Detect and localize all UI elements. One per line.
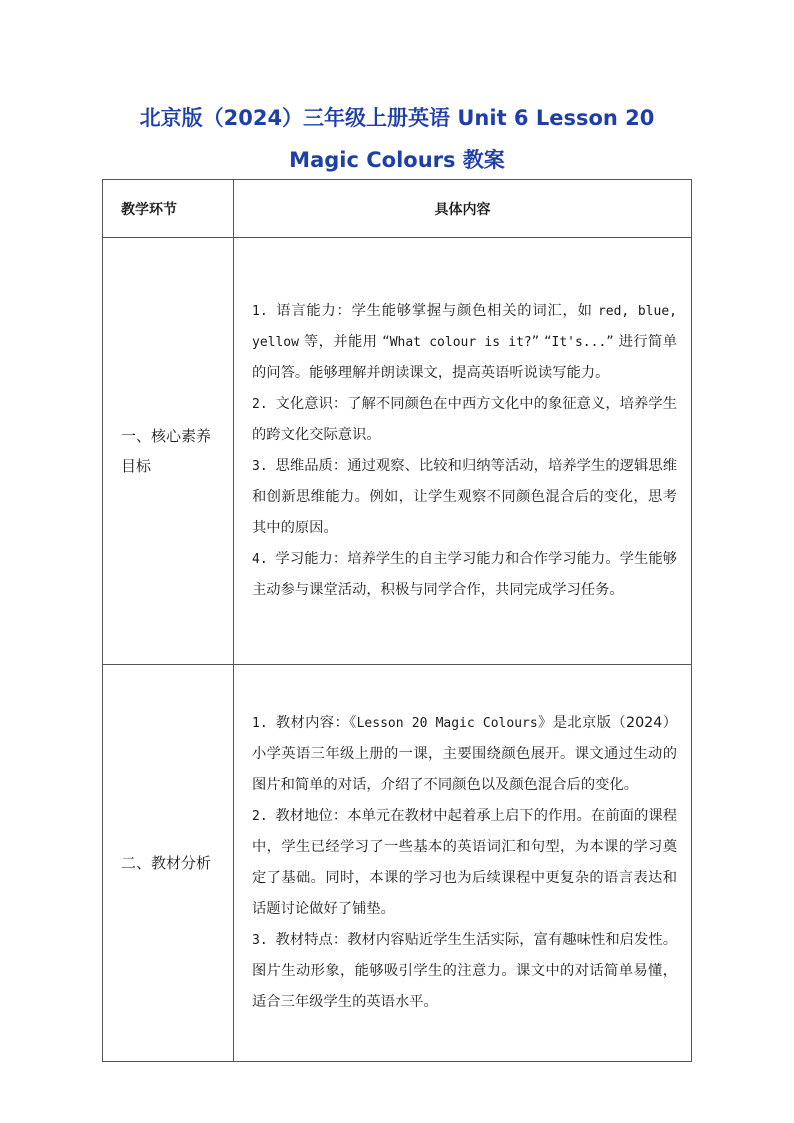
- table-row-core-literacy: [103, 238, 692, 665]
- item-text: 等，并能用 “: [298, 334, 390, 350]
- item-text: red, blue, yellow: [252, 304, 677, 350]
- table-row-textbook-analysis: [103, 665, 692, 1062]
- stage-cell: 二、教材分析: [103, 665, 234, 1062]
- content-item: [252, 708, 677, 801]
- item-text: 学习能力：培养学生的自主学习能力和合作学习能力。学生能够主动参与课堂活动，积极与同学合作，共同完成学习任务。: [252, 551, 678, 598]
- item-number: 2.: [252, 809, 276, 824]
- item-text: ” “: [531, 334, 552, 350]
- item-text: 》是北京版（2024）小学英语三年级上册的一课，主要围绕颜色展开。课文通过生动的图片和简单的对话，介绍了不同颜色以及颜色混合后的变化。: [252, 715, 678, 793]
- item-text: 思维品质：通过观察、比较和归纳等活动，培养学生的逻辑思维和创新思维能力。例如，让学生观察不同颜色混合后的变化，思考其中的原因。: [252, 458, 678, 536]
- content-item: [252, 296, 677, 389]
- item-number: 3.: [252, 459, 276, 474]
- item-text: 教材地位：本单元在教材中起着承上启下的作用。在前面的课程中，学生已经学习了一些基本的英语词汇和句型，为本课的学习奠定了基础。同时，本课的学习也为后续课程中更复杂的语言表达和话题讨论做好了铺垫。: [252, 808, 678, 917]
- item-text: 语言能力：学生能够掌握与颜色相关的词汇，如: [276, 303, 598, 319]
- item-text: It's...: [551, 335, 607, 350]
- header-specific-content: 具体内容: [234, 180, 692, 238]
- content-item: [252, 389, 677, 451]
- item-text: Lesson 20 Magic Colours: [356, 716, 538, 731]
- item-text: 文化意识：了解不同颜色在中西方文化中的象征意义，培养学生的跨文化交际意识。: [252, 396, 678, 443]
- item-number: 1.: [252, 716, 276, 731]
- item-text: 教材内容：《: [275, 715, 357, 731]
- content-cell: [234, 238, 692, 665]
- item-number: 4.: [252, 552, 276, 567]
- lesson-plan-table: [102, 179, 692, 1062]
- content-item: [252, 801, 677, 925]
- stage-cell: 一、核心素养目标: [103, 238, 234, 665]
- content-cell: [234, 665, 692, 1062]
- item-number: 2.: [252, 397, 276, 412]
- item-number: 1.: [252, 304, 277, 319]
- document-title-line-2: Magic Colours 教案: [289, 148, 505, 172]
- document-title-line-1: 北京版（2024）三年级上册英语 Unit 6 Lesson 20: [139, 106, 655, 130]
- item-text: ” 进行简单的问答。能够理解并朗读课文，提高英语听说读写能力。: [252, 334, 677, 381]
- table-header-row: [103, 180, 692, 238]
- header-teaching-stage: 教学环节: [103, 180, 234, 238]
- item-text: What colour is it?: [389, 335, 532, 350]
- item-number: 3.: [252, 933, 276, 948]
- item-text: 教材特点：教材内容贴近学生生活实际，富有趣味性和启发性。图片生动形象，能够吸引学生的注意力。课文中的对话简单易懂，适合三年级学生的英语水平。: [252, 932, 678, 1010]
- content-item: [252, 925, 677, 1018]
- content-item: [252, 451, 677, 544]
- content-item: [252, 544, 677, 606]
